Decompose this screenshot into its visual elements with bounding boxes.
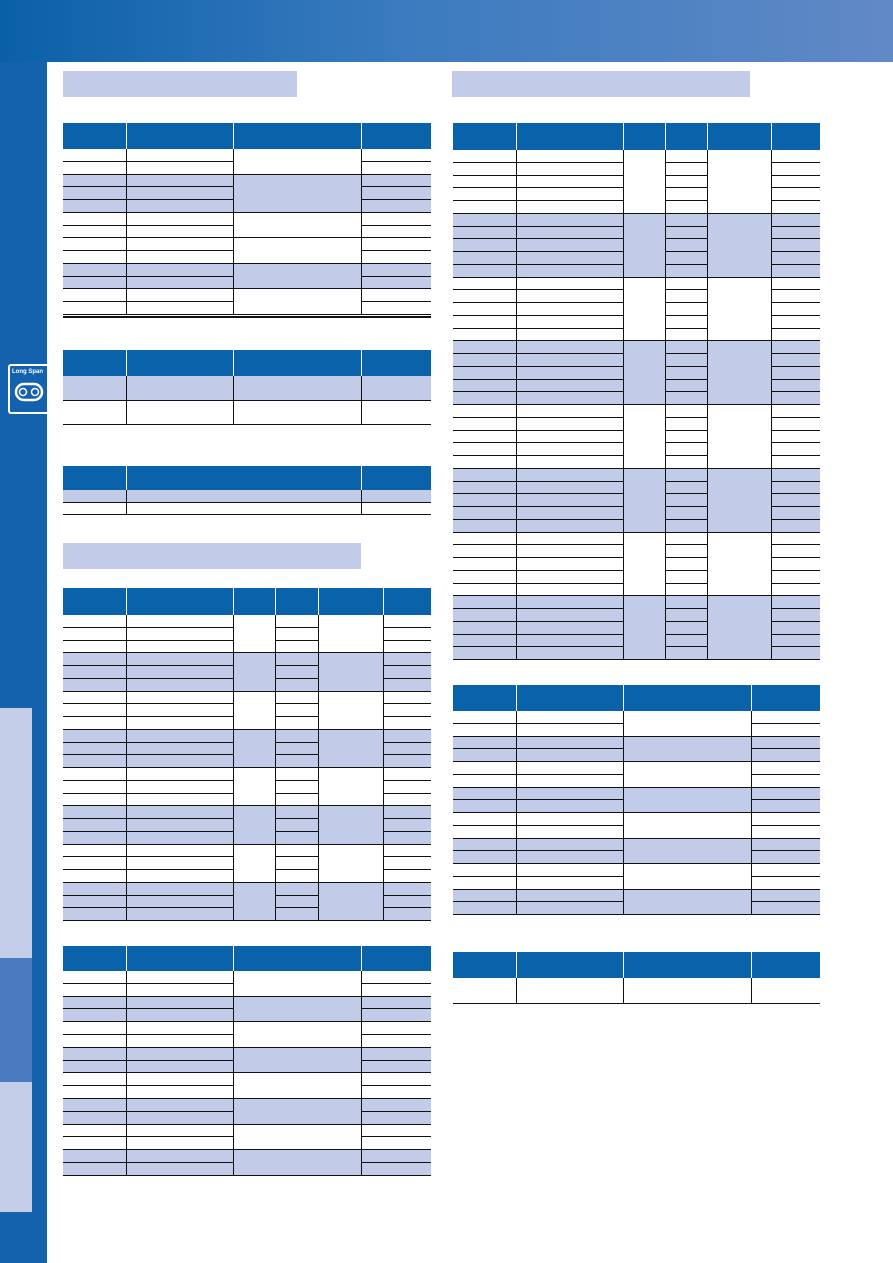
column-divider bbox=[126, 376, 127, 425]
merged-cell bbox=[234, 175, 361, 212]
row-rule bbox=[63, 424, 431, 425]
row-rule bbox=[63, 514, 431, 515]
merged-cell bbox=[624, 214, 665, 277]
merged-cell bbox=[234, 1099, 361, 1124]
merged-cell bbox=[234, 1150, 361, 1175]
header-column-divider bbox=[361, 946, 362, 971]
column-divider bbox=[126, 615, 127, 921]
merged-cell bbox=[624, 839, 751, 864]
header-column-divider bbox=[516, 123, 517, 150]
page-header-band bbox=[0, 0, 893, 62]
long-span-logo bbox=[8, 364, 47, 414]
merged-cell bbox=[234, 883, 275, 920]
merged-cell bbox=[708, 405, 771, 468]
merged-cell bbox=[234, 692, 275, 729]
merged-cell bbox=[708, 278, 771, 341]
header-column-divider bbox=[275, 588, 276, 615]
header-column-divider bbox=[126, 350, 127, 376]
header-column-divider bbox=[318, 588, 319, 615]
header-column-divider bbox=[771, 123, 772, 150]
table-header-row bbox=[453, 952, 820, 978]
merged-cell bbox=[234, 730, 275, 767]
merged-cell bbox=[624, 405, 665, 468]
row-rule bbox=[453, 659, 820, 660]
header-column-divider bbox=[623, 952, 624, 978]
merged-cell bbox=[234, 845, 275, 882]
column-divider bbox=[751, 978, 752, 1004]
header-column-divider bbox=[126, 588, 127, 615]
column-divider bbox=[233, 376, 234, 425]
merged-cell bbox=[624, 341, 665, 404]
header-column-divider bbox=[516, 952, 517, 978]
side-tab-section-b[interactable] bbox=[0, 958, 32, 1082]
row-rule bbox=[63, 1175, 431, 1176]
header-column-divider bbox=[751, 685, 752, 711]
merged-cell bbox=[234, 615, 275, 652]
column-divider bbox=[751, 711, 752, 915]
table-left-5 bbox=[63, 946, 431, 1176]
merged-cell bbox=[319, 845, 383, 882]
table-right-3 bbox=[453, 952, 820, 1004]
header-column-divider bbox=[233, 123, 234, 149]
merged-cell bbox=[234, 149, 361, 174]
merged-cell bbox=[708, 596, 771, 659]
column-divider bbox=[126, 971, 127, 1176]
merged-cell bbox=[708, 469, 771, 532]
header-column-divider bbox=[623, 123, 624, 150]
header-column-divider bbox=[233, 350, 234, 376]
column-divider bbox=[275, 615, 276, 921]
table-left-3 bbox=[63, 466, 431, 515]
merged-cell bbox=[234, 971, 361, 996]
header-column-divider bbox=[665, 123, 666, 150]
side-tab-section-a[interactable] bbox=[0, 708, 32, 958]
merged-cell bbox=[624, 150, 665, 213]
merged-cell bbox=[234, 806, 275, 843]
logo-label: Long Span bbox=[12, 369, 43, 375]
merged-cell bbox=[708, 533, 771, 596]
header-column-divider bbox=[707, 123, 708, 150]
header-column-divider bbox=[126, 466, 127, 490]
table-header-row bbox=[453, 123, 820, 150]
header-column-divider bbox=[516, 685, 517, 711]
header-column-divider bbox=[361, 123, 362, 149]
table-left-2 bbox=[63, 350, 431, 425]
column-divider bbox=[361, 490, 362, 515]
header-column-divider bbox=[361, 466, 362, 490]
merged-cell bbox=[708, 341, 771, 404]
column-divider bbox=[361, 149, 362, 315]
column-divider bbox=[126, 490, 127, 515]
merged-cell bbox=[319, 730, 383, 767]
side-tab-section-c[interactable] bbox=[0, 1082, 32, 1212]
header-column-divider bbox=[126, 946, 127, 971]
merged-cell bbox=[319, 653, 383, 690]
column-divider bbox=[516, 978, 517, 1004]
section-title-bar-1 bbox=[63, 71, 297, 97]
column-divider bbox=[665, 150, 666, 660]
merged-cell bbox=[234, 238, 361, 263]
section-title-bar-2 bbox=[452, 71, 750, 97]
table-left-1 bbox=[63, 123, 431, 315]
merged-cell bbox=[624, 762, 751, 787]
side-tab-active[interactable] bbox=[0, 420, 32, 708]
merged-cell bbox=[624, 737, 751, 762]
merged-cell bbox=[234, 997, 361, 1022]
column-divider bbox=[623, 978, 624, 1004]
merged-cell bbox=[708, 214, 771, 277]
table-right-2 bbox=[453, 685, 820, 915]
column-divider bbox=[516, 711, 517, 915]
merged-cell bbox=[624, 596, 665, 659]
merged-cell bbox=[319, 883, 383, 920]
column-divider bbox=[771, 150, 772, 660]
header-column-divider bbox=[126, 123, 127, 149]
column-divider bbox=[126, 149, 127, 315]
column-divider bbox=[361, 376, 362, 425]
merged-cell bbox=[624, 890, 751, 915]
header-column-divider bbox=[623, 685, 624, 711]
row-rule bbox=[453, 1003, 820, 1004]
merged-cell bbox=[624, 469, 665, 532]
table-right-1 bbox=[453, 123, 820, 660]
merged-cell bbox=[624, 864, 751, 889]
table-header-row bbox=[63, 588, 431, 615]
header-column-divider bbox=[233, 588, 234, 615]
column-divider bbox=[361, 971, 362, 1176]
chain-belt-icon bbox=[14, 380, 44, 406]
merged-cell bbox=[234, 653, 275, 690]
side-tab-strip bbox=[0, 62, 47, 1263]
merged-cell bbox=[234, 1048, 361, 1073]
column-divider bbox=[383, 615, 384, 921]
table-footer-rule bbox=[63, 316, 431, 318]
merged-cell bbox=[624, 711, 751, 736]
header-column-divider bbox=[751, 952, 752, 978]
merged-cell bbox=[234, 213, 361, 238]
table-row bbox=[63, 401, 431, 426]
merged-cell bbox=[234, 264, 361, 289]
table-header-row bbox=[63, 123, 431, 149]
table-header-row bbox=[63, 350, 431, 376]
merged-cell bbox=[319, 806, 383, 843]
merged-cell bbox=[234, 289, 361, 314]
merged-cell bbox=[319, 692, 383, 729]
table-header-row bbox=[453, 685, 820, 711]
merged-cell bbox=[624, 533, 665, 596]
table-left-4 bbox=[63, 588, 431, 921]
merged-cell bbox=[624, 813, 751, 838]
table-row bbox=[453, 978, 820, 1004]
row-rule bbox=[63, 314, 431, 315]
merged-cell bbox=[234, 768, 275, 805]
header-column-divider bbox=[383, 588, 384, 615]
row-rule bbox=[453, 914, 820, 915]
column-divider bbox=[516, 150, 517, 660]
merged-cell bbox=[234, 1022, 361, 1047]
merged-cell bbox=[624, 278, 665, 341]
row-rule bbox=[63, 920, 431, 921]
section-title-bar-3 bbox=[63, 543, 361, 569]
merged-cell bbox=[234, 1125, 361, 1150]
table-header-row bbox=[63, 466, 431, 490]
merged-cell bbox=[234, 1073, 361, 1098]
table-header-row bbox=[63, 946, 431, 971]
header-column-divider bbox=[233, 946, 234, 971]
table-row bbox=[63, 376, 431, 401]
merged-cell bbox=[319, 615, 383, 652]
merged-cell bbox=[708, 150, 771, 213]
header-column-divider bbox=[361, 350, 362, 376]
merged-cell bbox=[624, 788, 751, 813]
merged-cell bbox=[319, 768, 383, 805]
